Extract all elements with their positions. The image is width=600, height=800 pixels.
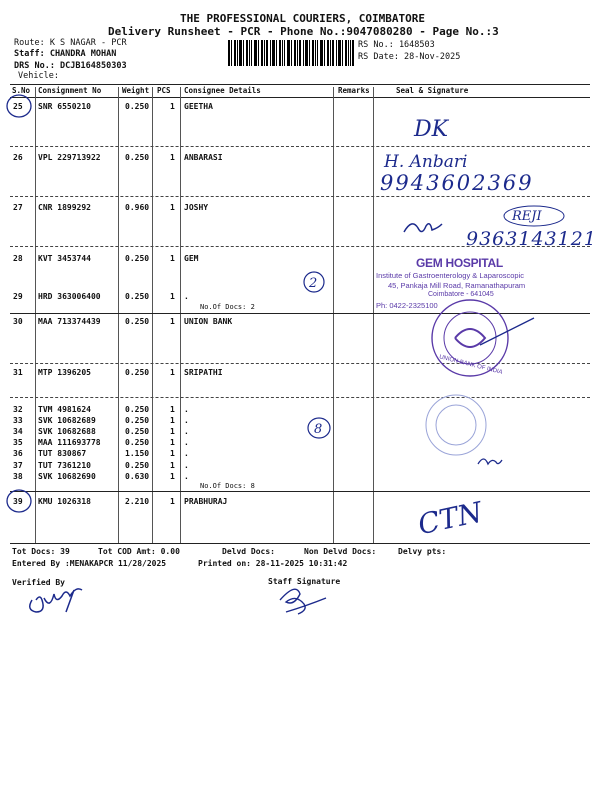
row-consignee: .: [184, 405, 189, 414]
col-header-sno: S.No: [12, 86, 31, 95]
row-consignment: MAA 713374439: [38, 317, 101, 326]
printed-on: Printed on: 28-11-2025 10:31:42: [198, 559, 348, 568]
row-separator: [10, 363, 590, 364]
row-consignment: KMU 1026318: [38, 497, 91, 506]
runsheet-subtitle: Delivery Runsheet - PCR - Phone No.:9047080280 - Page No.:3: [108, 25, 499, 38]
row-sno: 34: [13, 427, 23, 436]
row-consignment: SVK 10682689: [38, 416, 96, 425]
col-divider-5: [333, 87, 334, 543]
group-doc-count: No.Of Docs: 8: [200, 482, 255, 490]
stamp-line: Ph: 0422-2325100: [376, 301, 438, 310]
row-pcs: 1: [170, 438, 175, 447]
row-consignee: GEM: [184, 254, 199, 263]
row-consignee: .: [184, 449, 189, 458]
verified-signature: [30, 589, 82, 612]
row-consignee: PRABHURAJ: [184, 497, 228, 506]
row-sno: 38: [13, 472, 23, 481]
signature-r27-phone: 9363143121: [466, 228, 597, 250]
col-header-remarks: Remarks: [338, 86, 370, 95]
row-sno: 31: [13, 368, 23, 377]
col-header-weight: Weight: [122, 86, 150, 95]
signature-r27-scribble: [404, 224, 442, 232]
row-weight: 0.250: [125, 438, 150, 447]
row-sno: 25: [13, 102, 23, 111]
gem-hospital-stamp: [372, 256, 542, 318]
table-bottom-rule: [10, 543, 590, 544]
row-sno: 30: [13, 317, 23, 326]
row-weight: 0.630: [125, 472, 150, 481]
barcode: [228, 40, 354, 66]
row-sno: 28: [13, 254, 23, 263]
circle-mark-2: [304, 272, 324, 292]
union-bank-stamp-text: UNION BANK OF INDIA: [438, 354, 504, 376]
row-separator: [10, 491, 590, 492]
row-weight: 0.960: [125, 203, 150, 212]
row-separator: [10, 146, 590, 147]
row-sno: 27: [13, 203, 23, 212]
row-sno: 33: [13, 416, 23, 425]
circle-number-2: 2: [309, 276, 318, 291]
row-pcs: 1: [170, 497, 175, 506]
row-consignee: .: [184, 461, 189, 470]
row-pcs: 1: [170, 317, 175, 326]
col-header-pcs: PCS: [157, 86, 171, 95]
row-consignment: TUT 7361210: [38, 461, 91, 470]
signature-r25: DK: [414, 117, 449, 142]
row-consignee: SRIPATHI: [184, 368, 223, 377]
signature-r26-phone: 9943602369: [380, 171, 534, 195]
row-sno: 29: [13, 292, 23, 301]
row-weight: 0.250: [125, 317, 150, 326]
row-consignment: HRD 363006400: [38, 292, 101, 301]
row-pcs: 1: [170, 153, 175, 162]
row-separator: [10, 397, 590, 398]
row-consignment: SVK 10682690: [38, 472, 96, 481]
entered-by: Entered By :MENAKAPCR 11/28/2025: [12, 559, 167, 568]
row-consignee: .: [184, 416, 189, 425]
vehicle-label: Vehicle:: [18, 71, 59, 81]
row-consignee: .: [184, 292, 189, 301]
row-consignment: SNR 6550210: [38, 102, 91, 111]
company-title: THE PROFESSIONAL COURIERS, COIMBATORE: [180, 12, 426, 25]
row-consignment: KVT 3453744: [38, 254, 91, 263]
col-header-seal: Seal & Signature: [396, 86, 469, 95]
row-pcs: 1: [170, 472, 175, 481]
stamp-line: Institute of Gastroenterology & Laparoscopic: [376, 271, 525, 280]
delivered-docs: Delvd Docs:: [222, 547, 275, 556]
row-consignment: MAA 111693778: [38, 438, 101, 447]
row-pcs: 1: [170, 102, 175, 111]
circle-number-8: 8: [314, 422, 323, 437]
col-divider-3: [152, 87, 153, 543]
signature-r26-name: H. Anbari: [384, 152, 468, 172]
row-pcs: 1: [170, 405, 175, 414]
row-weight: 0.250: [125, 368, 150, 377]
row-sno: 36: [13, 449, 23, 458]
stamp-line: Coimbatore - 641045: [428, 291, 494, 298]
signature-r27-name: REJI: [512, 209, 542, 224]
row-consignee: .: [184, 427, 189, 436]
circle-mark-8: [308, 418, 330, 438]
row-separator: [10, 246, 590, 247]
header-bottom-rule: [10, 97, 590, 98]
row-consignment: VPL 229713922: [38, 153, 101, 162]
row-pcs: 1: [170, 416, 175, 425]
row-consignment: CNR 1899292: [38, 203, 91, 212]
row-pcs: 1: [170, 368, 175, 377]
row-weight: 0.250: [125, 427, 150, 436]
route-label: Route: K S NAGAR - PCR: [14, 38, 127, 48]
col-header-consignee: Consignee Details: [184, 86, 261, 95]
row-consignee: .: [184, 472, 189, 481]
col-divider-2: [118, 87, 119, 543]
row-pcs: 1: [170, 461, 175, 470]
row-consignment: SVK 10682688: [38, 427, 96, 436]
row-weight: 0.250: [125, 416, 150, 425]
row-consignment: MTP 1396205: [38, 368, 91, 377]
staff-signature-label: Staff Signature: [268, 577, 341, 586]
row-pcs: 1: [170, 427, 175, 436]
col-header-consignment: Consignment No: [38, 86, 102, 95]
signature-r39: CTN: [415, 495, 486, 542]
delivery-points: Delvy pts:: [398, 547, 447, 556]
staff-label: Staff: CHANDRA MOHAN: [14, 49, 117, 59]
row-weight: 0.250: [125, 102, 150, 111]
reji-oval: [504, 206, 564, 226]
total-docs: Tot Docs: 39: [12, 547, 70, 556]
row-weight: 0.250: [125, 461, 150, 470]
row-separator: [10, 196, 590, 197]
signature-r38-scribble: [478, 459, 502, 464]
row-consignee: ANBARASI: [184, 153, 223, 162]
stamp-line: 45, Pankaja Mill Road, Ramanathapuram: [388, 281, 526, 290]
row-sno: 37: [13, 461, 23, 470]
row-consignee: GEETHA: [184, 102, 213, 111]
row-sno: 39: [13, 497, 23, 506]
staff-signature: [280, 589, 326, 614]
row-weight: 0.250: [125, 292, 150, 301]
row-consignee: .: [184, 438, 189, 447]
col-divider-1: [35, 87, 36, 543]
rs-number: RS No.: 1648503: [358, 40, 435, 50]
non-delivered-docs: Non Delvd Docs:: [304, 547, 377, 556]
row-sno: 35: [13, 438, 23, 447]
col-divider-4: [180, 87, 181, 543]
faint-stamp: [426, 395, 486, 455]
drs-number: DRS No.: DCJB164850303: [14, 61, 127, 71]
verified-by-label: Verified By: [12, 578, 65, 587]
table-top-rule: [10, 84, 590, 85]
stamp-title: GEM HOSPITAL: [416, 256, 503, 270]
row-weight: 2.210: [125, 497, 150, 506]
row-consignment: TUT 830867: [38, 449, 87, 458]
row-pcs: 1: [170, 292, 175, 301]
row-pcs: 1: [170, 254, 175, 263]
row-consignee: UNION BANK: [184, 317, 233, 326]
rs-date: RS Date: 28-Nov-2025: [358, 52, 461, 62]
row-pcs: 1: [170, 203, 175, 212]
row-pcs: 1: [170, 449, 175, 458]
row-consignment: TVM 4981624: [38, 405, 91, 414]
row-weight: 0.250: [125, 405, 150, 414]
total-cod-amount: Tot COD Amt: 0.00: [98, 547, 180, 556]
row-weight: 1.150: [125, 449, 150, 458]
row-sno: 32: [13, 405, 23, 414]
group-doc-count: No.Of Docs: 2: [200, 303, 255, 311]
row-weight: 0.250: [125, 153, 150, 162]
row-consignee: JOSHY: [184, 203, 209, 212]
row-weight: 0.250: [125, 254, 150, 263]
row-sno: 26: [13, 153, 23, 162]
